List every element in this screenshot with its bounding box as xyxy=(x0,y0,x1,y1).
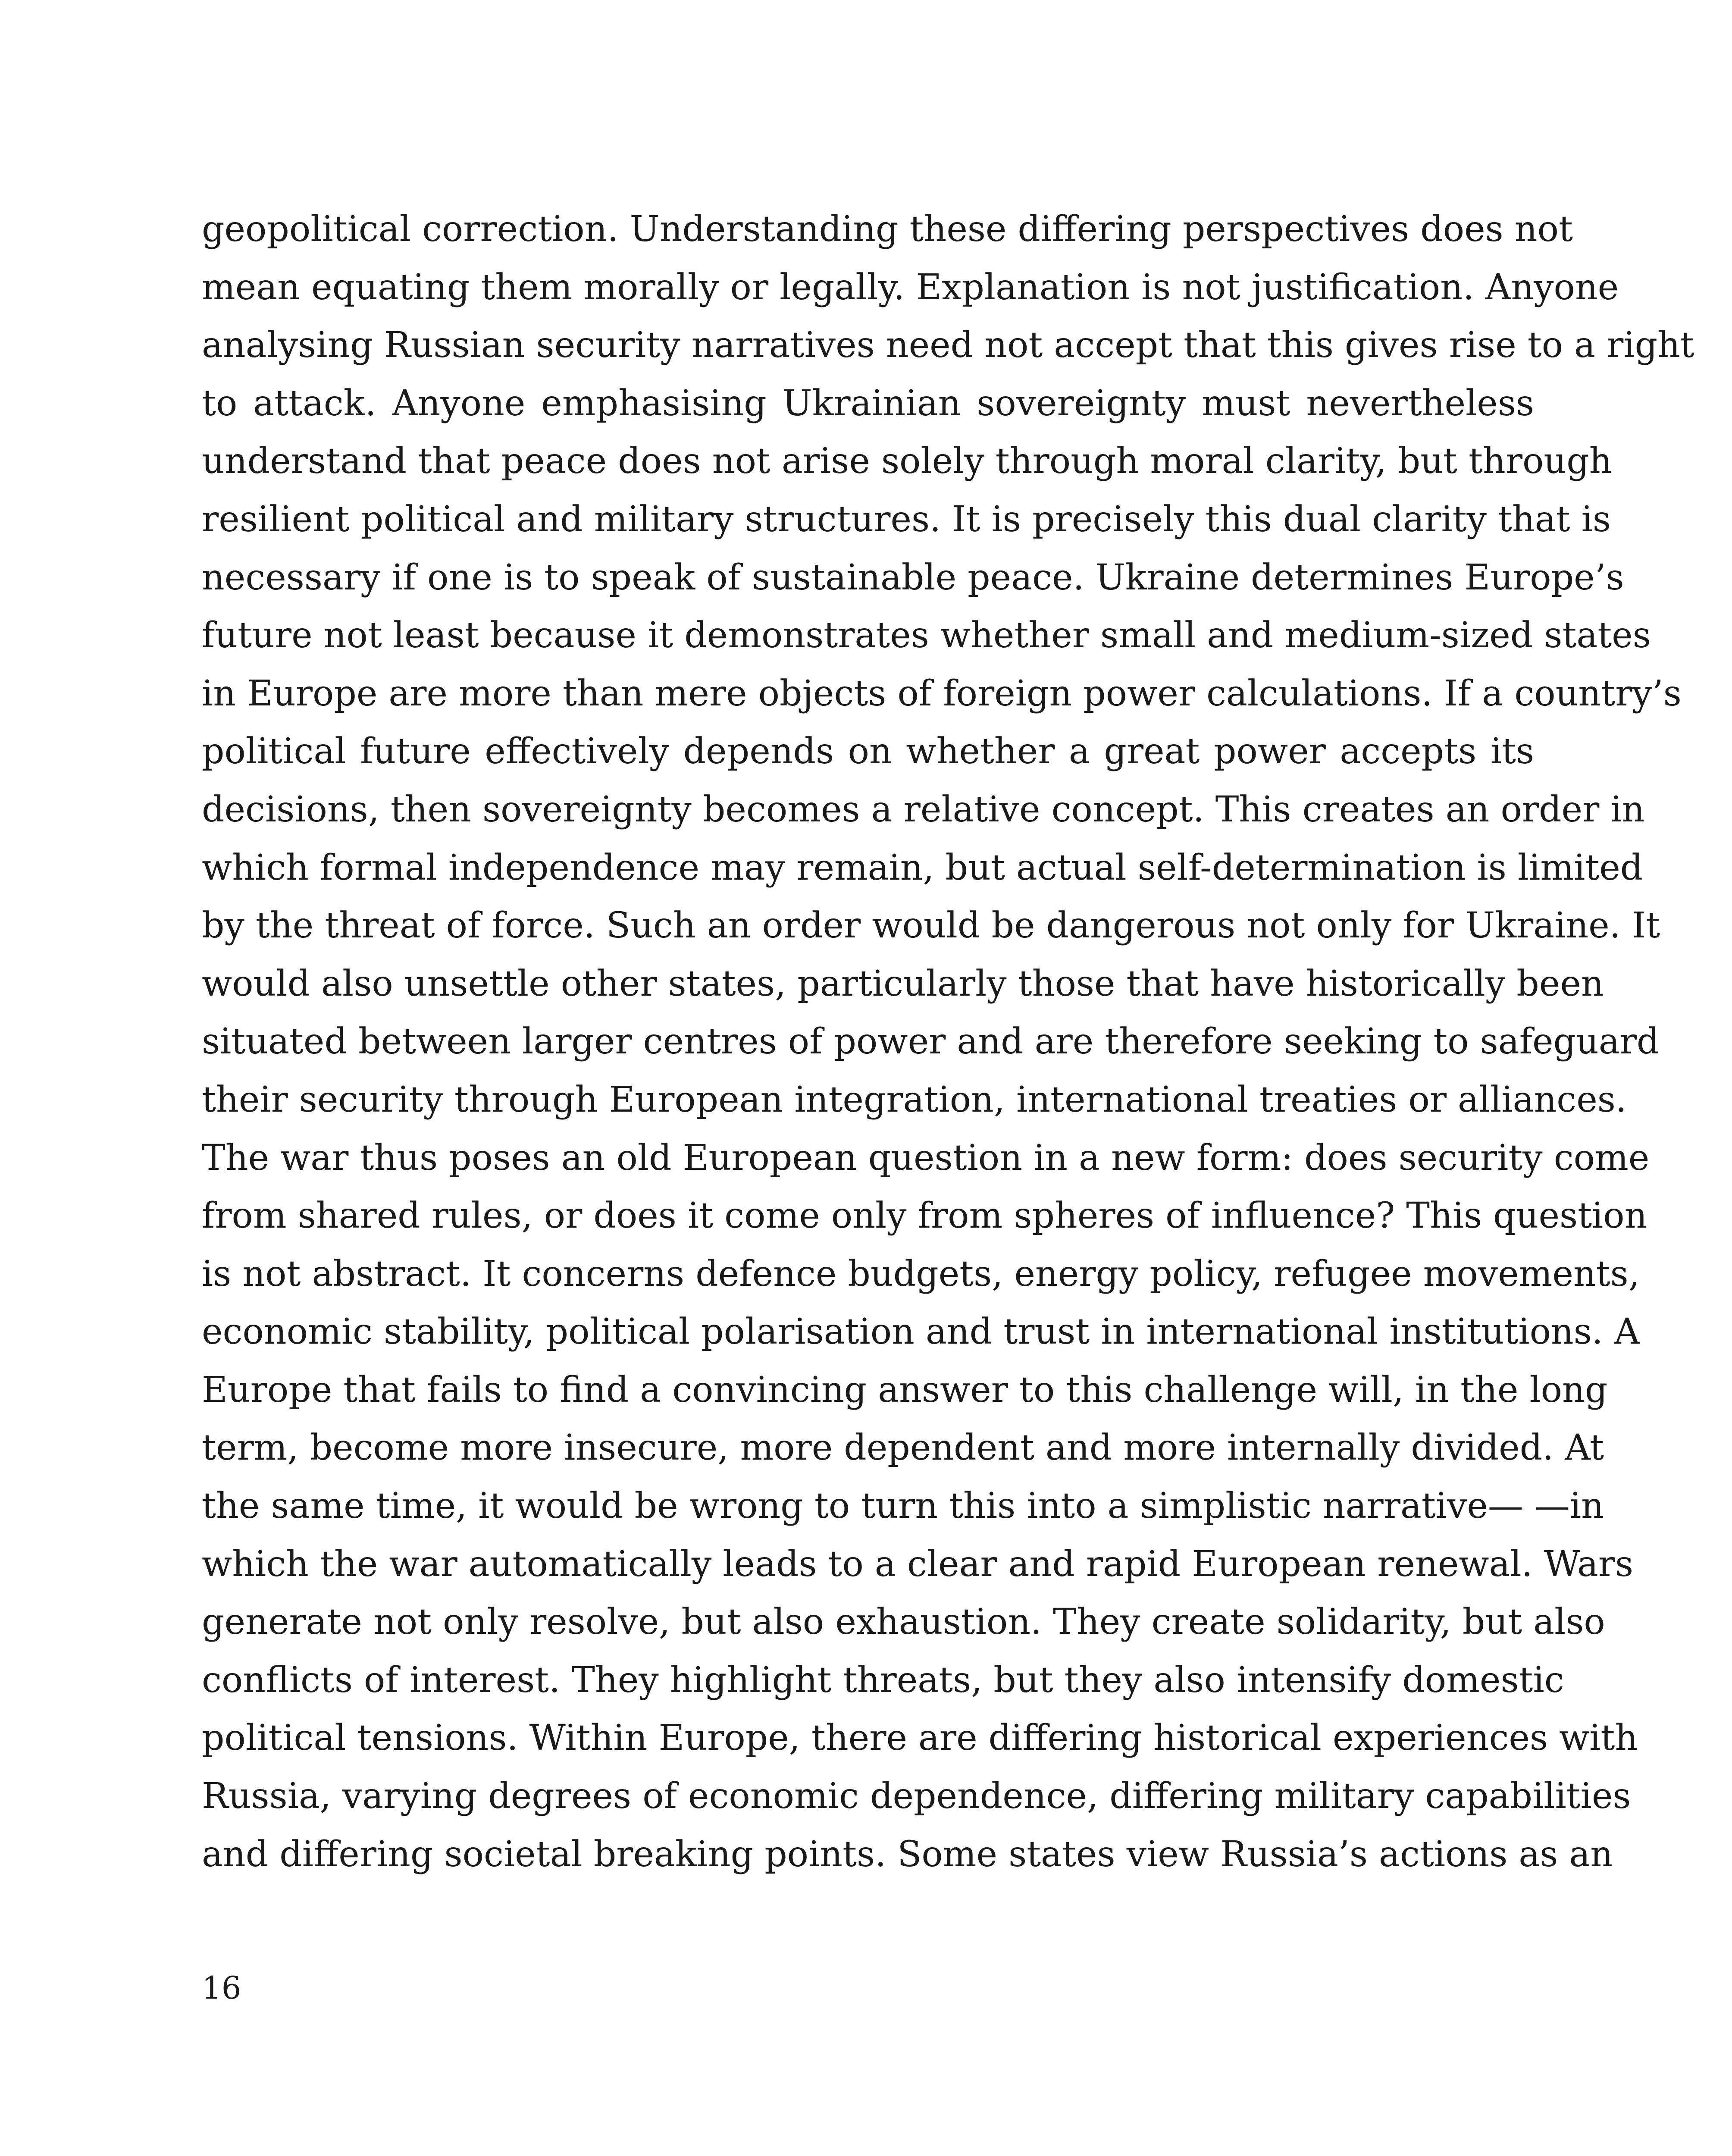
page-number: 16 xyxy=(202,1970,241,2006)
text-line: the same time, it would be wrong to turn this into a simplistic narrative— —in xyxy=(202,1485,1604,1527)
text-line: which formal independence may remain, but actual self-determination is limited xyxy=(202,847,1643,888)
text-line: political tensions. Within Europe, there are differing historical experiences with xyxy=(202,1717,1638,1759)
text-line: geopolitical correction. Understanding these differing perspectives does not xyxy=(202,209,1573,250)
text-line: generate not only resolve, but also exhaustion. They create solidarity, but also xyxy=(202,1601,1605,1643)
text-line: political future effectively depends on whether a great power accepts its xyxy=(202,731,1534,772)
text-line: Russia, varying degrees of economic dependence, differing military capabilities xyxy=(202,1776,1631,1817)
text-line: decisions, then sovereignty becomes a relative concept. This creates an order in xyxy=(202,789,1645,830)
text-line: and differing societal breaking points. Some states view Russia’s actions as an xyxy=(202,1833,1613,1875)
text-line: would also unsettle other states, particularly those that have historically been xyxy=(202,963,1604,1004)
text-line: future not least because it demonstrates whether small and medium-sized states xyxy=(202,615,1651,656)
text-line: which the war automatically leads to a clear and rapid European renewal. Wars xyxy=(202,1543,1634,1585)
body-text xyxy=(202,201,1694,1883)
text-line: mean equating them morally or legally. Explanation is not justification. Anyone xyxy=(202,266,1619,308)
text-line: necessary if one is to speak of sustainable peace. Ukraine determines Europe’s xyxy=(202,557,1624,598)
text-line: from shared rules, or does it come only from spheres of influence? This question xyxy=(202,1195,1647,1237)
text-line: The war thus poses an old European question in a new form: does security come xyxy=(202,1137,1650,1178)
text-line: resilient political and military structures. It is precisely this dual clarity that is xyxy=(202,498,1611,540)
text-line: conflicts of interest. They highlight threats, but they also intensify domestic xyxy=(202,1659,1564,1701)
text-line: understand that peace does not arise solely through moral clarity, but through xyxy=(202,441,1612,482)
text-line: situated between larger centres of power and are therefore seeking to safeguard xyxy=(202,1021,1660,1062)
text-line: economic stability, political polarisation and trust in international institutions. A xyxy=(202,1311,1640,1353)
text-line: Europe that fails to find a convincing answer to this challenge will, in the long xyxy=(202,1369,1608,1410)
text-line: by the threat of force. Such an order would be dangerous not only for Ukraine. It xyxy=(202,905,1660,946)
text-line: to attack. Anyone emphasising Ukrainian sovereignty must nevertheless xyxy=(202,382,1534,424)
text-line: analysing Russian security narratives need not accept that this gives rise to a right xyxy=(202,325,1694,366)
text-line: is not abstract. It concerns defence budgets, energy policy, refugee movements, xyxy=(202,1253,1640,1294)
text-line: term, become more insecure, more dependent and more internally divided. At xyxy=(202,1427,1604,1469)
text-line: in Europe are more than mere objects of foreign power calculations. If a country’s xyxy=(202,673,1682,714)
text-line: their security through European integration, international treaties or alliances. xyxy=(202,1079,1627,1120)
